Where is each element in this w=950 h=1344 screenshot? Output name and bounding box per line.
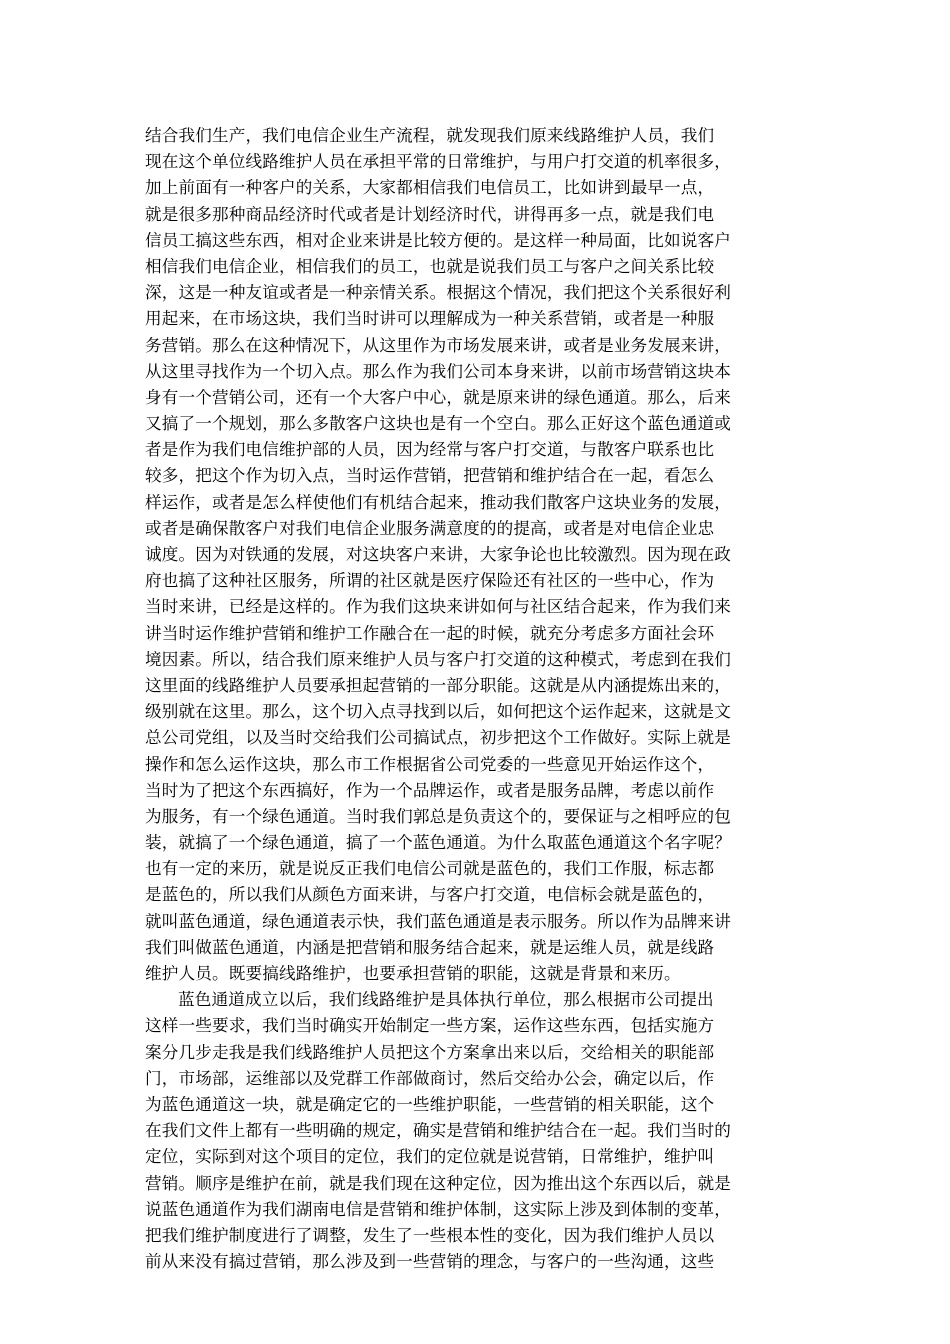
text-line: 结合我们生产，我们电信企业生产流程，就发现我们原来线路维护人员，我们 <box>145 126 715 145</box>
text-line: 讲当时运作维护营销和维护工作融合在一起的时候，就充分考虑多方面社会环 <box>145 623 715 643</box>
text-line: 信员工搞这些东西，相对企业来讲是比较方便的。是这样一种局面，比如说客户 <box>145 230 732 250</box>
text-line: 操作和怎么运作这块，那么市工作根据省公司党委的一些意见开始运作这个， <box>145 754 715 774</box>
text-line: 相信我们电信企业，相信我们的员工，也就是说我们员工与客户之间关系比较 <box>145 256 715 276</box>
text-line: 说蓝色通道作为我们湖南电信是营销和维护体制，这实际上涉及到体制的变革， <box>145 1199 732 1219</box>
text-line: 当时为了把这个东西搞好，作为一个品牌运作，或者是服务品牌，考虑以前作 <box>145 780 715 800</box>
text-line: 是蓝色的，所以我们从颜色方面来讲，与客户打交道，电信标会就是蓝色的， <box>145 885 715 905</box>
text-line: 较多，把这个作为切入点，当时运作营销，把营销和维护结合在一起，看怎么 <box>145 466 715 486</box>
text-line: 诚度。因为对铁通的发展，对这块客户来讲，大家争论也比较激烈。因为现在政 <box>145 545 732 564</box>
text-line: 把我们维护制度进行了调整，发生了一些根本性的变化，因为我们维护人员以 <box>145 1225 715 1245</box>
text-line: 定位，实际到对这个项目的定位，我们的定位就是说营销，日常维护，维护叫 <box>145 1147 715 1167</box>
text-line: 级别就在这里。那么，这个切入点寻找到以后，如何把这个运作起来，这就是文 <box>145 702 732 722</box>
text-line: 身有一个营销公司，还有一个大客户中心，就是原来讲的绿色通道。那么，后来 <box>145 387 732 407</box>
text-line: 境因素。所以，结合我们原来维护人员与客户打交道的这种模式，考虑到在我们 <box>145 649 732 669</box>
text-line: 为服务，有一个绿色通道。当时我们郭总是负责这个的，要保证与之相呼应的包 <box>145 806 732 826</box>
text-line: 我们叫做蓝色通道，内涵是把营销和服务结合起来，就是运维人员，就是线路 <box>145 937 715 957</box>
text-line: 当时来讲，已经是这样的。作为我们这块来讲如何与社区结合起来，作为我们来 <box>145 597 732 617</box>
text-line: 现在这个单位线路维护人员在承担平常的日常维护，与用户打交道的机率很多， <box>145 152 732 172</box>
text-line: 就是很多那种商品经济时代或者是计划经济时代，讲得再多一点，就是我们电 <box>145 204 715 224</box>
text-line: 从这里寻找作为一个切入点。那么作为我们公司本身来讲，以前市场营销这块本 <box>145 361 732 381</box>
body-text <box>145 123 813 1275</box>
text-line: 在我们文件上都有一些明确的规定，确实是营销和维护结合在一起。我们当时的 <box>145 1121 732 1141</box>
text-line: 用起来，在市场这块，我们当时讲可以理解成为一种关系营销，或者是一种服 <box>145 309 715 329</box>
text-line: 门，市场部，运维部以及党群工作部做商讨，然后交给办公会，确定以后，作 <box>145 1068 715 1088</box>
text-line: 前从来没有搞过营销，那么涉及到一些营销的理念，与客户的一些沟通，这些 <box>145 1252 715 1272</box>
text-line: 又搞了一个规划，那么多散客户这块也是有一个空白。那么正好这个蓝色通道或 <box>145 414 732 434</box>
text-line: 为蓝色通道这一块，就是确定它的一些维护职能，一些营销的相关职能，这个 <box>145 1094 715 1114</box>
text-line: 样运作，或者是怎么样使他们有机结合起来，推动我们散客户这块业务的发展， <box>145 492 732 512</box>
text-line: 府也搞了这种社区服务，所谓的社区就是医疗保险还有社区的一些中心，作为 <box>145 571 715 591</box>
text-line: 深，这是一种友谊或者是一种亲情关系。根据这个情况，我们把这个关系很好利 <box>145 283 732 303</box>
text-line: 务营销。那么在这种情况下，从这里作为市场发展来讲，或者是业务发展来讲， <box>145 335 732 355</box>
text-line: 这里面的线路维护人员要承担起营销的一部分职能。这就是从内涵提炼出来的， <box>145 675 732 695</box>
text-line: 或者是确保散客户对我们电信企业服务满意度的的提高，或者是对电信企业忠 <box>145 518 715 538</box>
text-line: 总公司党组，以及当时交给我们公司搞试点，初步把这个工作做好。实际上就是 <box>145 728 732 748</box>
text-line: 加上前面有一种客户的关系，大家都相信我们电信员工，比如讲到最早一点， <box>145 178 715 198</box>
text-line: 者是作为我们电信维护部的人员，因为经常与客户打交道，与散客户联系也比 <box>145 440 715 460</box>
text-line: 也有一定的来历，就是说反正我们电信公司就是蓝色的，我们工作服，标志都 <box>145 859 715 879</box>
text-line: 装，就搞了一个绿色通道，搞了一个蓝色通道。为什么取蓝色通道这个名字呢？ <box>145 833 732 853</box>
paragraph-start-line: 蓝色通道成立以后，我们线路维护是具体执行单位，那么根据市公司提出 <box>178 990 714 1010</box>
text-line: 就叫蓝色通道，绿色通道表示快，我们蓝色通道是表示服务。所以作为品牌来讲 <box>145 911 732 931</box>
text-line: 营销。顺序是维护在前，就是我们现在这种定位，因为推出这个东西以后，就是 <box>145 1173 732 1193</box>
text-line: 这样一些要求，我们当时确实开始制定一些方案，运作这些东西，包括实施方 <box>145 1016 715 1036</box>
text-line: 案分几步走我是我们线路维护人员把这个方案拿出来以后，交给相关的职能部 <box>145 1042 715 1062</box>
text-line: 维护人员。既要搞线路维护，也要承担营销的职能，这就是背景和来历。 <box>145 964 681 983</box>
